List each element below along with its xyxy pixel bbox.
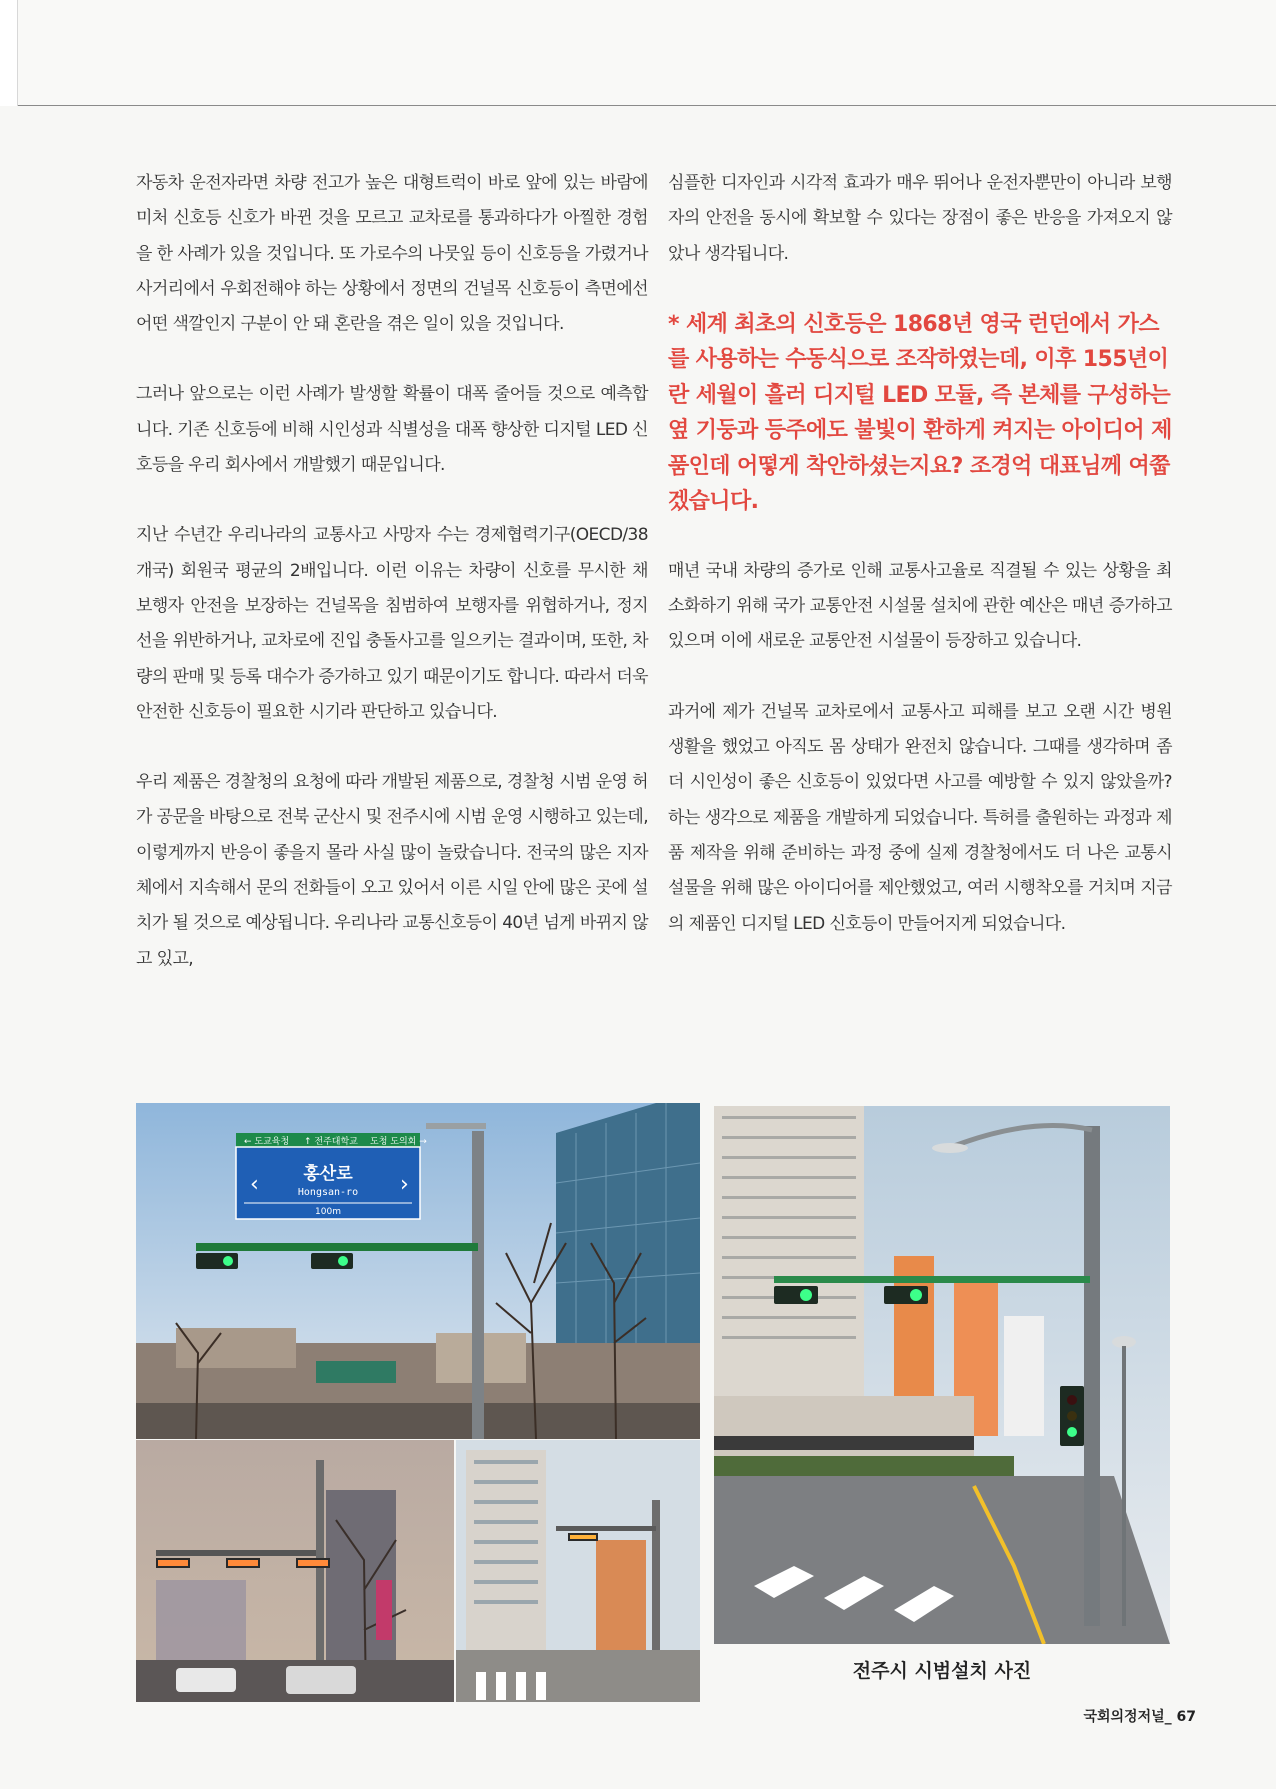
body-paragraph: 심플한 디자인과 시각적 효과가 매우 뛰어나 운전자뿐만이 아니라 보행자의 안전을 동시에 확보할 수 있다는 장점이 좋은 반응을 가져오지 않았나 생각됩니다. xyxy=(668,173,1172,264)
photo-caption: 전주시 시범설치 사진 xyxy=(852,1660,1032,1682)
interview-question: * 세계 최초의 신호등은 1868년 영국 런던에서 가스를 사용하는 수동식으로 조작하였는데, 이후 155년이란 세월이 흘러 디지털 LED 모듈, 즉 본체를 구성하는 옆 기둥과 등주에도 불빛이 환하게 켜지는 아이디어 제품인데 어떻게 착안하셨는지요? 조경억 대표님께 여쭙겠습니다. xyxy=(668,311,1172,515)
photo-apartment-street xyxy=(456,1440,700,1702)
sign-distance: 100m xyxy=(315,1207,341,1217)
photo-jeonju-installation xyxy=(714,1106,1170,1644)
road-sign xyxy=(236,1133,427,1219)
right-column xyxy=(668,166,1172,977)
sign-name-en: Hongsan-ro xyxy=(297,1187,359,1198)
sign-direction-right: 도청 도의회 → xyxy=(370,1137,427,1147)
sign-direction-left: ← 도교육청 xyxy=(244,1137,290,1147)
photo-street-sign xyxy=(136,1103,700,1439)
body-paragraph: 그러나 앞으로는 이런 사례가 발생할 확률이 대폭 줄어들 것으로 예측합니다. 기존 신호등에 비해 시인성과 식별성을 대폭 향상한 디지털 LED 신호등을 우리 회사에서 개발했기 때문입니다. xyxy=(136,384,648,476)
chevron-left-icon: ‹ xyxy=(250,1172,259,1197)
photo-dusk-street xyxy=(136,1440,454,1702)
left-column xyxy=(136,166,648,1012)
sign-direction-mid: ↑ 전주대학교 xyxy=(304,1137,358,1147)
page-header-band xyxy=(0,0,1276,106)
body-paragraph: 매년 국내 차량의 증가로 인해 교통사고율로 직결될 수 있는 상황을 최소화하기 위해 국가 교통안전 시설물 설치에 관한 예산은 매년 증가하고 있으며 이에 새로운 교통안전 시설물이 등장하고 있습니다. xyxy=(668,560,1172,652)
chevron-right-icon: › xyxy=(400,1172,409,1197)
sign-name-ko: 홍산로 xyxy=(303,1164,353,1184)
body-paragraph: 자동차 운전자라면 차량 전고가 높은 대형트럭이 바로 앞에 있는 바람에 미처 신호등 신호가 바뀐 것을 모르고 교차로를 통과하다가 아찔한 경험을 한 사례가 있을 것입니다. 또 가로수의 나뭇잎 등이 신호등을 가렸거나 사거리에서 우회전해야 하는 상황에서 정면의 건널목 신호등이 측면에선 어떤 색깔인지 구분이 안 돼 혼란을 겪은 일이 있을 것입니다. xyxy=(136,173,648,335)
body-paragraph: 지난 수년간 우리나라의 교통사고 사망자 수는 경제협력기구(OECD/38개국) 회원국 평균의 2배입니다. 이런 이유는 차량이 신호를 무시한 채 보행자 안전을 보장하는 건널목을 침범하여 보행자를 위협하거나, 정지선을 위반하거나, 교차로에 진입 충돌사고를 일으키는 결과이며, 또한, 차량의 판매 및 등록 대수가 증가하고 있기 때문이기도 합니다. 따라서 더욱 안전한 신호등이 필요한 시기라 판단하고 있습니다. xyxy=(136,525,648,722)
body-paragraph: 과거에 제가 건널목 교차로에서 교통사고 피해를 보고 오랜 시간 병원 생활을 했었고 아직도 몸 상태가 완전치 않습니다. 그때를 생각하며 좀 더 시인성이 좋은 신호등이 있었다면 사고를 예방할 수 있지 않았을까? 하는 생각으로 제품을 개발하게 되었습니다. 특허를 출원하는 과정과 제품 제작을 위해 준비하는 과정 중에 실제 경찰청에서도 더 나은 교통시설물을 위해 많은 아이디어를 제안했었고, 여러 시행착오를 거치며 지금의 제품인 디지털 LED 신호등이 만들어지게 되었습니다. xyxy=(668,701,1172,934)
page-edge-tab xyxy=(0,0,18,106)
page-folio: 국회의정저널_ 67 xyxy=(1083,1709,1196,1725)
body-paragraph: 우리 제품은 경찰청의 요청에 따라 개발된 제품으로, 경찰청 시범 운영 허가 공문을 바탕으로 전북 군산시 및 전주시에 시범 운영 시행하고 있는데, 이렇게까지 반응이 좋을지 몰라 사실 많이 놀랐습니다. 전국의 많은 지자체에서 지속해서 문의 전화들이 오고 있어서 이른 시일 안에 많은 곳에 설치가 될 것으로 예상됩니다. 우리나라 교통신호등이 40년 넘게 바뀌지 않고 있고, xyxy=(136,772,648,969)
